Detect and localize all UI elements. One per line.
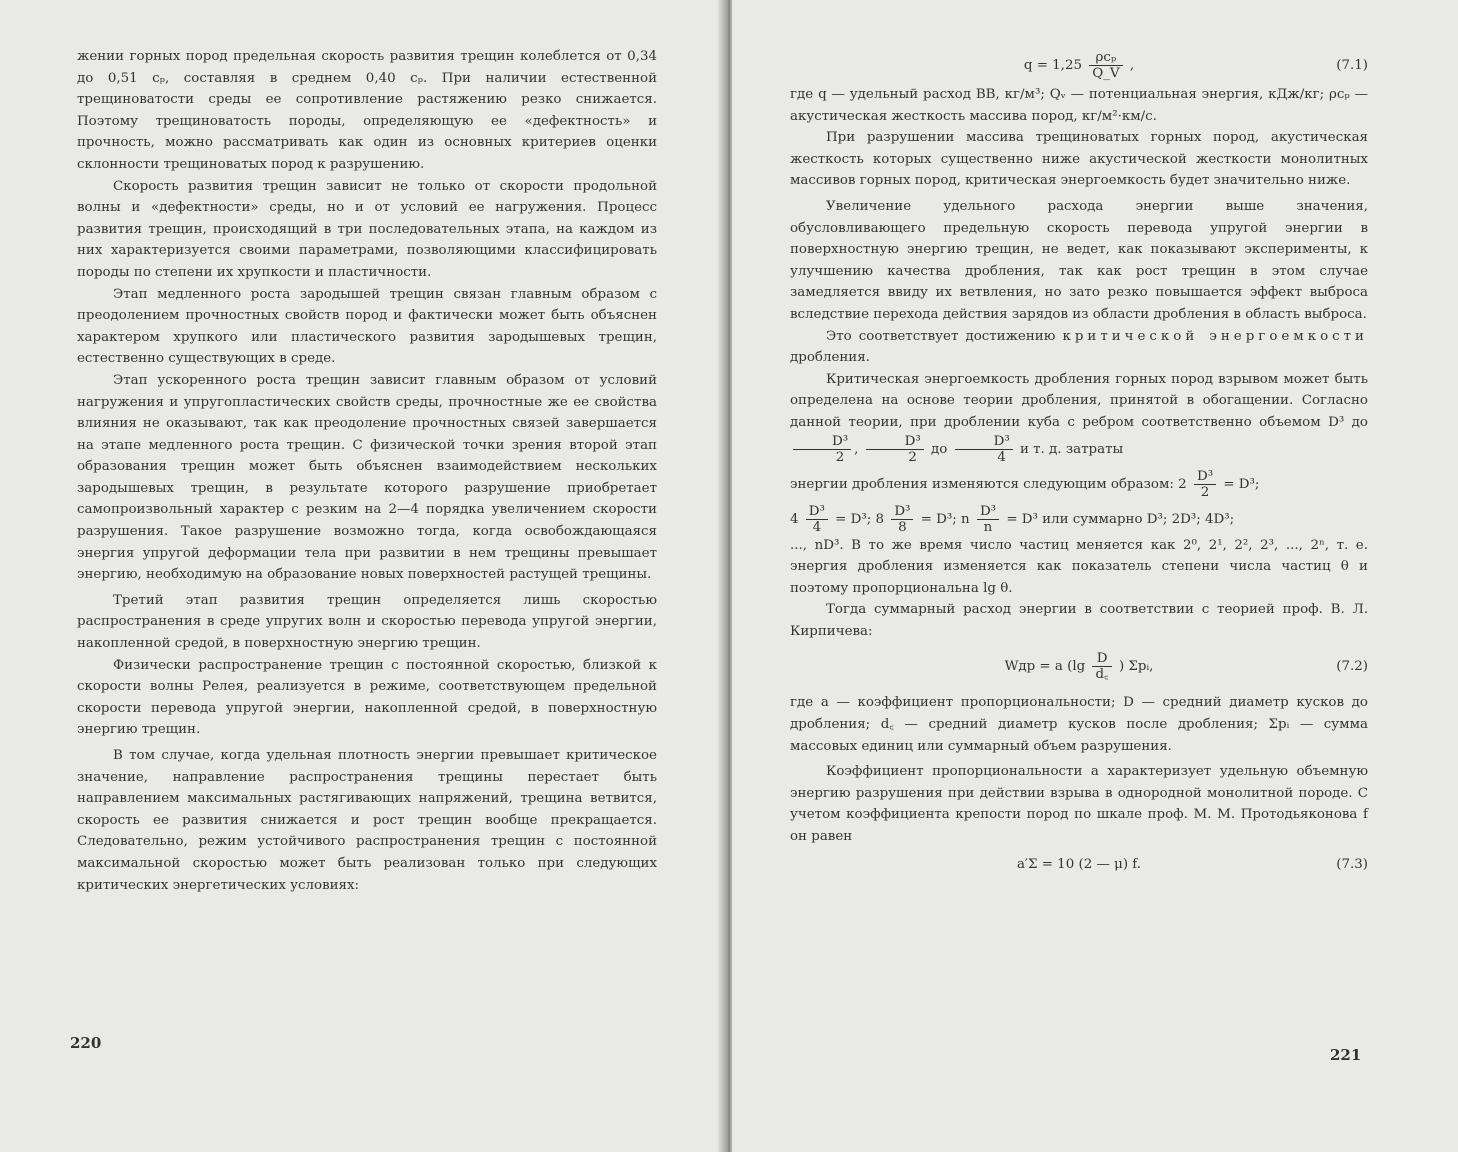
numerator: D (1092, 651, 1111, 667)
text: Критическая энергоемкость дробления горных пород взрывом может быть определена на основе теории дробления, принятой в обогащении. Согласно данной теории, при дроблении куба с ребром соответственно объемом D³ до (790, 371, 1368, 430)
paragraph: жении горных пород предельная скорость развития трещин колеблется от 0,34 до 0,51 cₚ, составляя в среднем 0,40 cₚ. При наличии естественной трещиноватости среды ее сопротивление растяжению резко снижается. Поэтому трещиноватость породы, определяющую ее «дефектность» и прочность, можно рассматривать как один из основных критериев оценки склонности трещиноватых пород к разрушению. (77, 49, 657, 172)
denominator: 2 (835, 449, 845, 465)
paragraph: ..., nD³. В то же время число частиц меняется как 2⁰, 2¹, 2², 2³, ..., 2ⁿ, т. е. энергия дробления изменяется как показатель степени числа частиц θ и поэтому пропорциональна lg θ. (790, 537, 1368, 596)
paragraph: Этап медленного роста зародышей трещин связан главным образом с преодолением прочностных свойств пород и фактически может быть объяснен характером хрупкого или пластического развития зародышевых трещин, естественно существующих в среде. (77, 286, 657, 367)
paragraph: где q — удельный расход ВВ, кг/м³; Qᵥ — потенциальная энергия, кДж/кг; ρcₚ — акустическая жесткость массива пород, кг/м²·км/с. (790, 87, 1368, 124)
equation-body: a′Σ = 10 (2 — μ) f. (1016, 856, 1142, 872)
page-number: 221 (1330, 1046, 1362, 1064)
paragraph (790, 469, 1368, 500)
denominator: 4 (997, 449, 1006, 465)
text: энергии дробления изменяются следующим образом: 2 (790, 476, 1187, 492)
fraction (891, 504, 913, 535)
paragraph: Критическая энергоемкость дробления горных пород взрывом может быть определена на основе теории дробления, принятой в обогащении. Согласно данной теории, при дроблении куба с ребром соответственно объемом D³ до $\frac{\text{D³}}{2}$ , $\frac{\text{D³}}{2}$ до $\frac{\text{D³}}{4}$ и т. д. затраты (790, 371, 1368, 465)
numerator: D³ (1194, 469, 1216, 485)
equation-number: (7.1) (1336, 58, 1368, 73)
text: = D³; n (920, 511, 970, 527)
paragraph: В том случае, когда удельная плотность энергии превышает критическое значение, направление распространения трещины перестает быть направлением максимальных растягивающих напряжений, трещина ветвится, скорость ее развития снижается и рост трещин вообще прекращается. Следовательно, режим устойчивого распространения трещин с постоянной максимальной скоростью может быть реализован только при следующих критических энергетических условиях: (77, 748, 657, 893)
denominator: d꜀ (1095, 667, 1109, 683)
right-page (732, 0, 1458, 1152)
equation-number: (7.2) (1336, 659, 1368, 675)
text: 4 (790, 511, 799, 527)
paragraph: При разрушении массива трещиноватых горных пород, акустическая жесткость которых существенно ниже акустической жесткости монолитных массивов горных пород, критическая энергоемкость будет значительно ниже. (790, 130, 1368, 189)
fraction (1092, 651, 1111, 682)
numerator: D³ (891, 504, 913, 520)
fraction (1194, 469, 1216, 500)
text: и т. д. затраты (1019, 441, 1124, 457)
numerator: D³ (955, 434, 1013, 450)
fraction (806, 504, 828, 535)
right-text-column (790, 50, 1368, 882)
numerator: ρcₚ (1089, 50, 1122, 66)
equation-7-1 (790, 48, 1368, 84)
text: = D³; 8 (835, 511, 885, 527)
fraction (1089, 50, 1122, 81)
paragraph: Тогда суммарный расход энергии в соответствии с теорией проф. В. Л. Кирпичева: (790, 602, 1368, 639)
paragraph: Физически распространение трещин с постоянной скоростью, близкой к скорости волны Релея, реализуется в режиме, соответствующем предельной скорости перевода упругой энергии, накопленной средой, в поверхностную энергию трещин. (77, 657, 657, 738)
equation-7-3 (790, 848, 1368, 882)
fraction (793, 434, 851, 465)
numerator: D³ (977, 504, 999, 520)
numerator: D³ (866, 434, 924, 450)
text: Это соответствует достижению (826, 328, 1056, 344)
fraction (866, 434, 924, 465)
denominator: 8 (898, 519, 907, 535)
text: = D³ или суммарно D³; 2D³; 4D³; (1006, 511, 1235, 527)
text: до (931, 441, 948, 457)
page-number: 220 (70, 1034, 102, 1052)
equation-7-2 (790, 642, 1368, 692)
equation-number: (7.3) (1336, 856, 1368, 872)
fraction (977, 504, 999, 535)
numerator: D³ (806, 504, 828, 520)
paragraph: где a — коэффициент пропорциональности; D — средний диаметр кусков до дробления; d꜀ — средний диаметр кусков после дробления; Σpᵢ — сумма массовых единиц или суммарный объем разрушения. (790, 695, 1368, 754)
denominator: n (983, 519, 993, 535)
text: дробления. (790, 350, 870, 366)
term-spaced: критической энергоемкости (1062, 328, 1368, 344)
paragraph (790, 326, 1368, 369)
paragraph (790, 504, 1368, 535)
fraction (955, 434, 1013, 465)
denominator: Q_V (1092, 66, 1120, 81)
paragraph: Коэффициент пропорциональности a характеризует удельную объемную энергию разрушения при действии взрыва в однородной монолитной породе. С учетом коэффициента крепости пород по шкале проф. М. М. Протодьяконова f он равен (790, 764, 1368, 845)
text: = D³; (1223, 476, 1260, 492)
paragraph: Скорость развития трещин зависит не только от скорости продольной волны и «дефектности» среды, но и от условий ее нагружения. Процесс развития трещин, происходящий в три последовательных этапа, на каждом из них характеризуется своими параметрами, позволяющими классифицировать породы по степени их хрупкости и пластичности. (77, 178, 657, 280)
paragraph: Третий этап развития трещин определяется лишь скоростью распространения в среде упругих волн и скоростью перевода упругой энергии, накопленной средой, в поверхностную энергию трещин. (77, 592, 657, 652)
numerator: D³ (793, 434, 851, 450)
left-text-column (77, 46, 657, 896)
left-page (0, 0, 728, 1152)
denominator: 2 (1200, 484, 1210, 500)
equation-lhs: q = 1,25 (1023, 58, 1082, 73)
denominator: 4 (812, 519, 822, 535)
paragraph: Этап ускоренного роста трещин зависит главным образом от условий нагружения и упругопластических свойств среды, прочностные же ее свойства влияния не оказывают, так как преодоление прочностных связей завершается на этапе медленного роста трещин. С физической точки зрения второй этап образования трещин может быть объяснен взаимодействием нескольких зародышевых трещин, в результате которого разрушение приобретает самопроизвольный характер с резким на 2—4 порядка увеличением скорости разрушения. Такое разрушение возможно тогда, когда освобождающаяся энергия упругой деформации тела при развитии в нем трещины превышает энергию, необходимую на образование новых поверхностей растущей трещины. (77, 372, 657, 583)
denominator: 2 (908, 449, 917, 465)
equation-lhs: Wдр = a (lg (1004, 659, 1086, 675)
equation-tail: ) Σpᵢ, (1118, 659, 1154, 675)
paragraph: Увеличение удельного расхода энергии выше значения, обусловливающего предельную скорость перевода упругой энергии в поверхностную энергию трещин, не ведет, как показывают эксперименты, к улучшению качества дробления, так как рост трещин в этом случае замедляется ввиду их ветвления, но зато резко повышается эффект выброса вследствие перехода действия зарядов из области дробления в область выброса. (790, 198, 1368, 322)
equation-tail: , (1129, 58, 1135, 73)
